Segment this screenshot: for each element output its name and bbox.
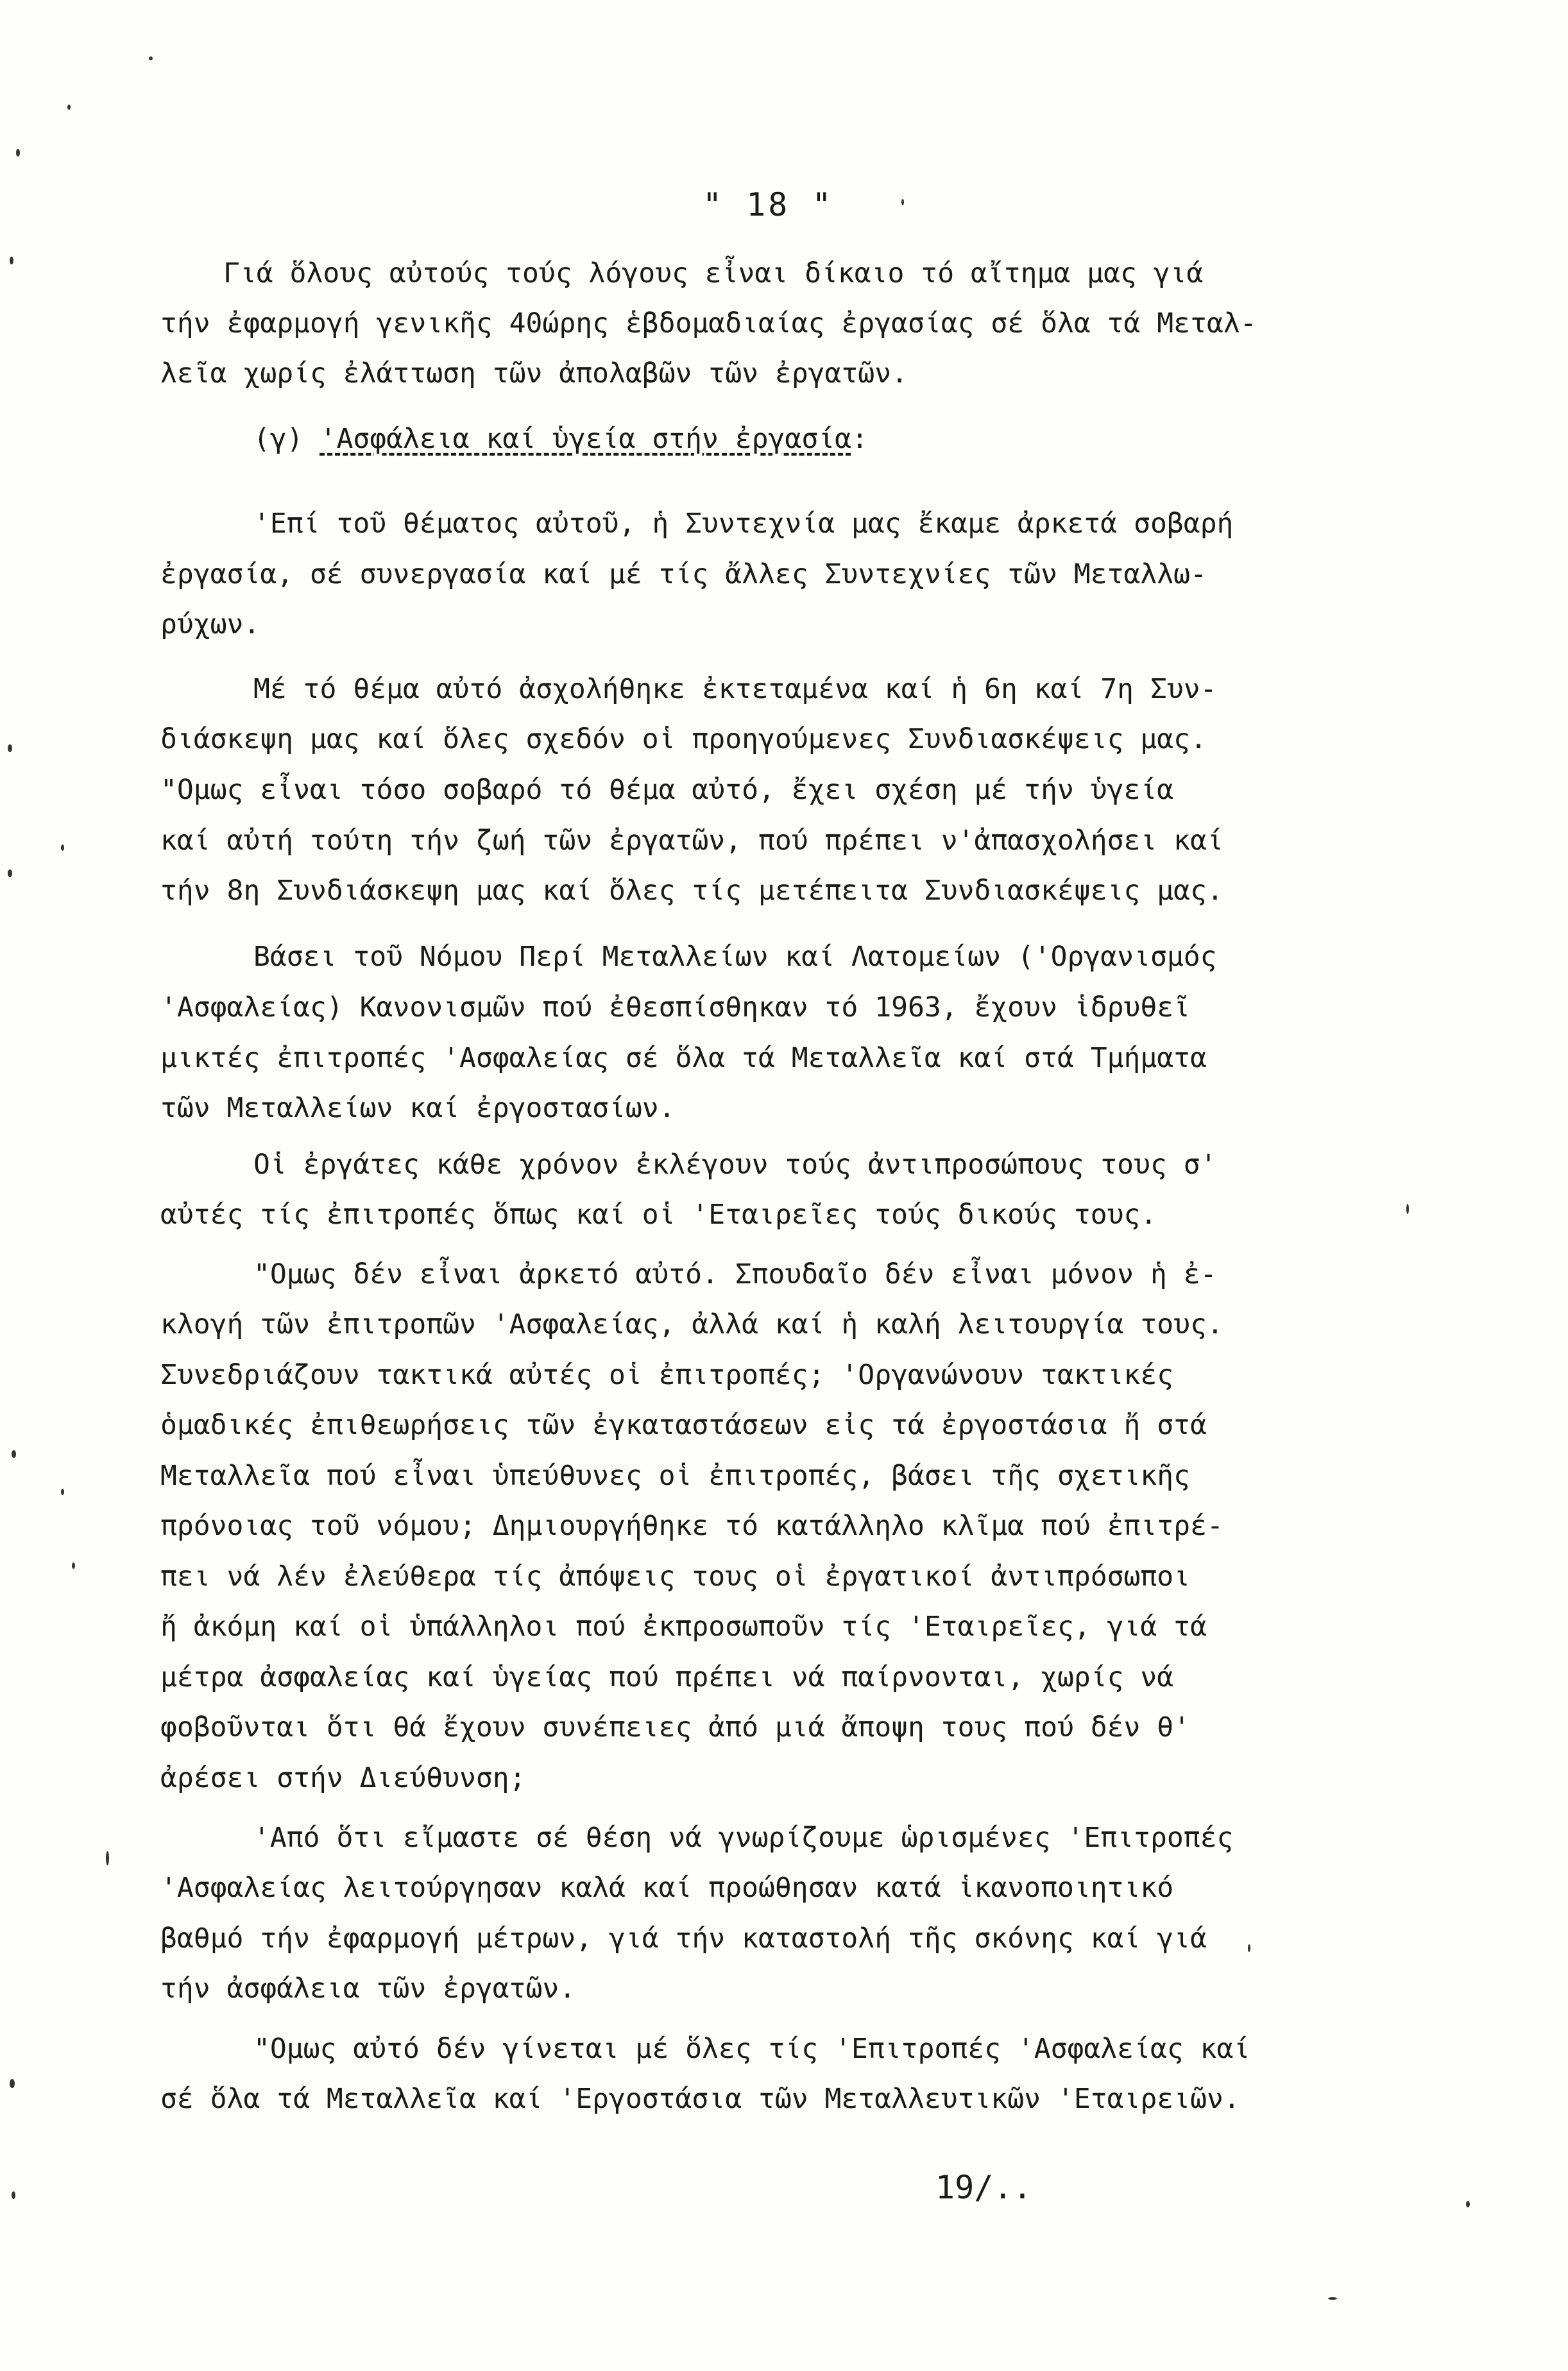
text-line: "Ομως εἶναι τόσο σοβαρό τό θέμα αὐτό, ἔχει σχέση μέ τήν ὑγεία xyxy=(160,774,1174,806)
text-line: ἤ ἀκόμη καί οἱ ὑπάλληλοι πού ἐκπροσωποῦν τίς 'Εταιρεῖες, γιά τά xyxy=(160,1611,1207,1643)
scan-speck xyxy=(8,744,12,752)
text-line: 'Επί τοῦ θέματος αὐτοῦ, ἡ Συντεχνία μας ἔκαμε ἀρκετά σοβαρή xyxy=(253,508,1234,540)
text-line: μέτρα ἀσφαλείας καί ὑγείας πού πρέπει νά παίρνονται, χωρίς νά xyxy=(160,1661,1174,1693)
scan-speck xyxy=(16,149,20,157)
text-line: πει νά λέν ἐλεύθερα τίς ἀπόψεις τους οἱ ἐργατικοί ἀντιπρόσωποι xyxy=(160,1561,1191,1593)
text-line: Μεταλλεῖα πού εἶναι ὑπεύθυνες οἱ ἐπιτροπές, βάσει τῆς σχετικῆς xyxy=(160,1460,1191,1492)
text-line: ὁμαδικές ἐπιθεωρήσεις τῶν ἐγκαταστάσεων εἰς τά ἐργοστάσια ἤ στά xyxy=(160,1409,1207,1441)
text-line: αὐτές τίς ἐπιτροπές ὅπως καί οἱ 'Εταιρεῖες τούς δικούς τους. xyxy=(160,1199,1157,1231)
text-line: πρόνοιας τοῦ νόμου; Δημιουργήθηκε τό κατάλληλο κλῖμα πού ἐπιτρέ- xyxy=(160,1510,1223,1542)
scan-speck xyxy=(106,1851,109,1865)
text-line: ἐργασία, σέ συνεργασία καί μέ τίς ἄλλες Συντεχνίες τῶν Μεταλλω- xyxy=(160,558,1207,590)
scan-speck xyxy=(12,2191,15,2199)
text-line: καί αὐτή τούτη τήν ζωή τῶν ἐργατῶν, πού πρέπει ν'ἀπασχολήσει καί xyxy=(160,825,1223,857)
text-line: μικτές ἐπιτροπές 'Ασφαλείας σέ ὅλα τά Μεταλλεῖα καί στά Τμήματα xyxy=(160,1042,1207,1074)
scan-speck xyxy=(901,199,904,205)
text-line: 'Ασφαλείας λειτούργησαν καλά καί προώθησαν κατά ἱκανοποιητικό xyxy=(160,1872,1174,1904)
text-line: 'Από ὅτι εἴμαστε σέ θέση νά γνωρίζουμε ὡρισμένες 'Επιτροπές xyxy=(253,1822,1234,1854)
scan-speck xyxy=(61,844,64,851)
text-line: ἀρέσει στήν Διεύθυνση; xyxy=(160,1762,526,1794)
text-line: "Ομως αὐτό δέν γίνεται μέ ὅλες τίς 'Επιτροπές 'Ασφαλείας καί xyxy=(253,2033,1250,2065)
next-page-reference: 19/.. xyxy=(935,2169,1032,2206)
scan-speck xyxy=(67,105,71,110)
scan-speck xyxy=(8,869,12,877)
text-line: τήν ἀσφάλεια τῶν ἐργατῶν. xyxy=(160,1973,576,2005)
scan-speck xyxy=(1248,1944,1250,1952)
text-line: Μέ τό θέμα αὐτό ἀσχολήθηκε ἐκτεταμένα καί ἡ 6η καί 7η Συν- xyxy=(253,673,1217,705)
text-line: "Ομως δέν εἶναι ἀρκετό αὐτό. Σπουδαῖο δέν εἶναι μόνον ἡ ἐ- xyxy=(253,1258,1217,1290)
text-line: Οἱ ἐργάτες κάθε χρόνον ἐκλέγουν τούς ἀντιπροσώπους τους σ' xyxy=(253,1149,1217,1181)
text-line: διάσκεψη μας καί ὅλες σχεδόν οἱ προηγούμενες Συνδιασκέψεις μας. xyxy=(160,723,1207,755)
scan-speck xyxy=(12,1450,16,1458)
scan-speck xyxy=(61,1489,64,1495)
scan-speck xyxy=(1466,2201,1470,2207)
text-line: βαθμό τήν ἐφαρμογή μέτρων, γιά τήν καταστολή τῆς σκόνης καί γιά xyxy=(160,1922,1207,1955)
text-line: τῶν Μεταλλείων καί ἐργοστασίων. xyxy=(160,1092,676,1124)
text-line: Γιά ὅλους αὐτούς τούς λόγους εἶναι δίκαιο τό αἴτημα μας γιά xyxy=(223,257,1204,289)
section-heading xyxy=(253,425,868,453)
text-line: τήν 8η Συνδιάσκεψη μας καί ὅλες τίς μετέπειτα Συνδιασκέψεις μας. xyxy=(160,875,1223,907)
scan-speck xyxy=(10,257,13,264)
heading-suffix: : xyxy=(851,423,868,455)
scan-speck xyxy=(1406,1204,1409,1214)
page-number: " 18 " xyxy=(703,186,834,223)
scan-speck xyxy=(72,1562,75,1569)
scan-speck xyxy=(1328,2297,1337,2300)
text-line: Βάσει τοῦ Νόμου Περί Μεταλλείων καί Λατομείων ('Οργανισμός xyxy=(253,941,1217,973)
text-line: σέ ὅλα τά Μεταλλεῖα καί 'Εργοστάσια τῶν Μεταλλευτικῶν 'Εταιρειῶν. xyxy=(160,2083,1240,2115)
text-line: φοβοῦνται ὅτι θά ἔχουν συνέπειες ἀπό μιά ἄποψη τους πού δέν θ' xyxy=(160,1711,1191,1743)
heading-label: 'Ασφάλεια καί ὑγεία στήν ἐργασία xyxy=(320,423,851,455)
text-line: ρύχων. xyxy=(160,608,260,640)
heading-prefix: (γ) xyxy=(253,423,320,455)
text-line: τήν ἐφαρμογή γενικῆς 40ώρης ἑβδομαδιαίας ἐργασίας σέ ὅλα τά Μεταλ- xyxy=(160,307,1257,339)
text-line: λεῖα χωρίς ἐλάττωση τῶν ἀπολαβῶν τῶν ἐργατῶν. xyxy=(160,357,908,389)
text-line: Συνεδριάζουν τακτικά αὐτές οἱ ἐπιτροπές; 'Οργανώνουν τακτικές xyxy=(160,1359,1174,1391)
scan-speck xyxy=(149,56,153,60)
scan-speck xyxy=(10,2079,15,2088)
text-line: 'Ασφαλείας) Κανονισμῶν πού ἐθεσπίσθηκαν τό 1963, ἔχουν ἱδρυθεῖ xyxy=(160,991,1191,1023)
text-line: κλογή τῶν ἐπιτροπῶν 'Ασφαλείας, ἀλλά καί ἡ καλή λειτουργία τους. xyxy=(160,1308,1223,1340)
